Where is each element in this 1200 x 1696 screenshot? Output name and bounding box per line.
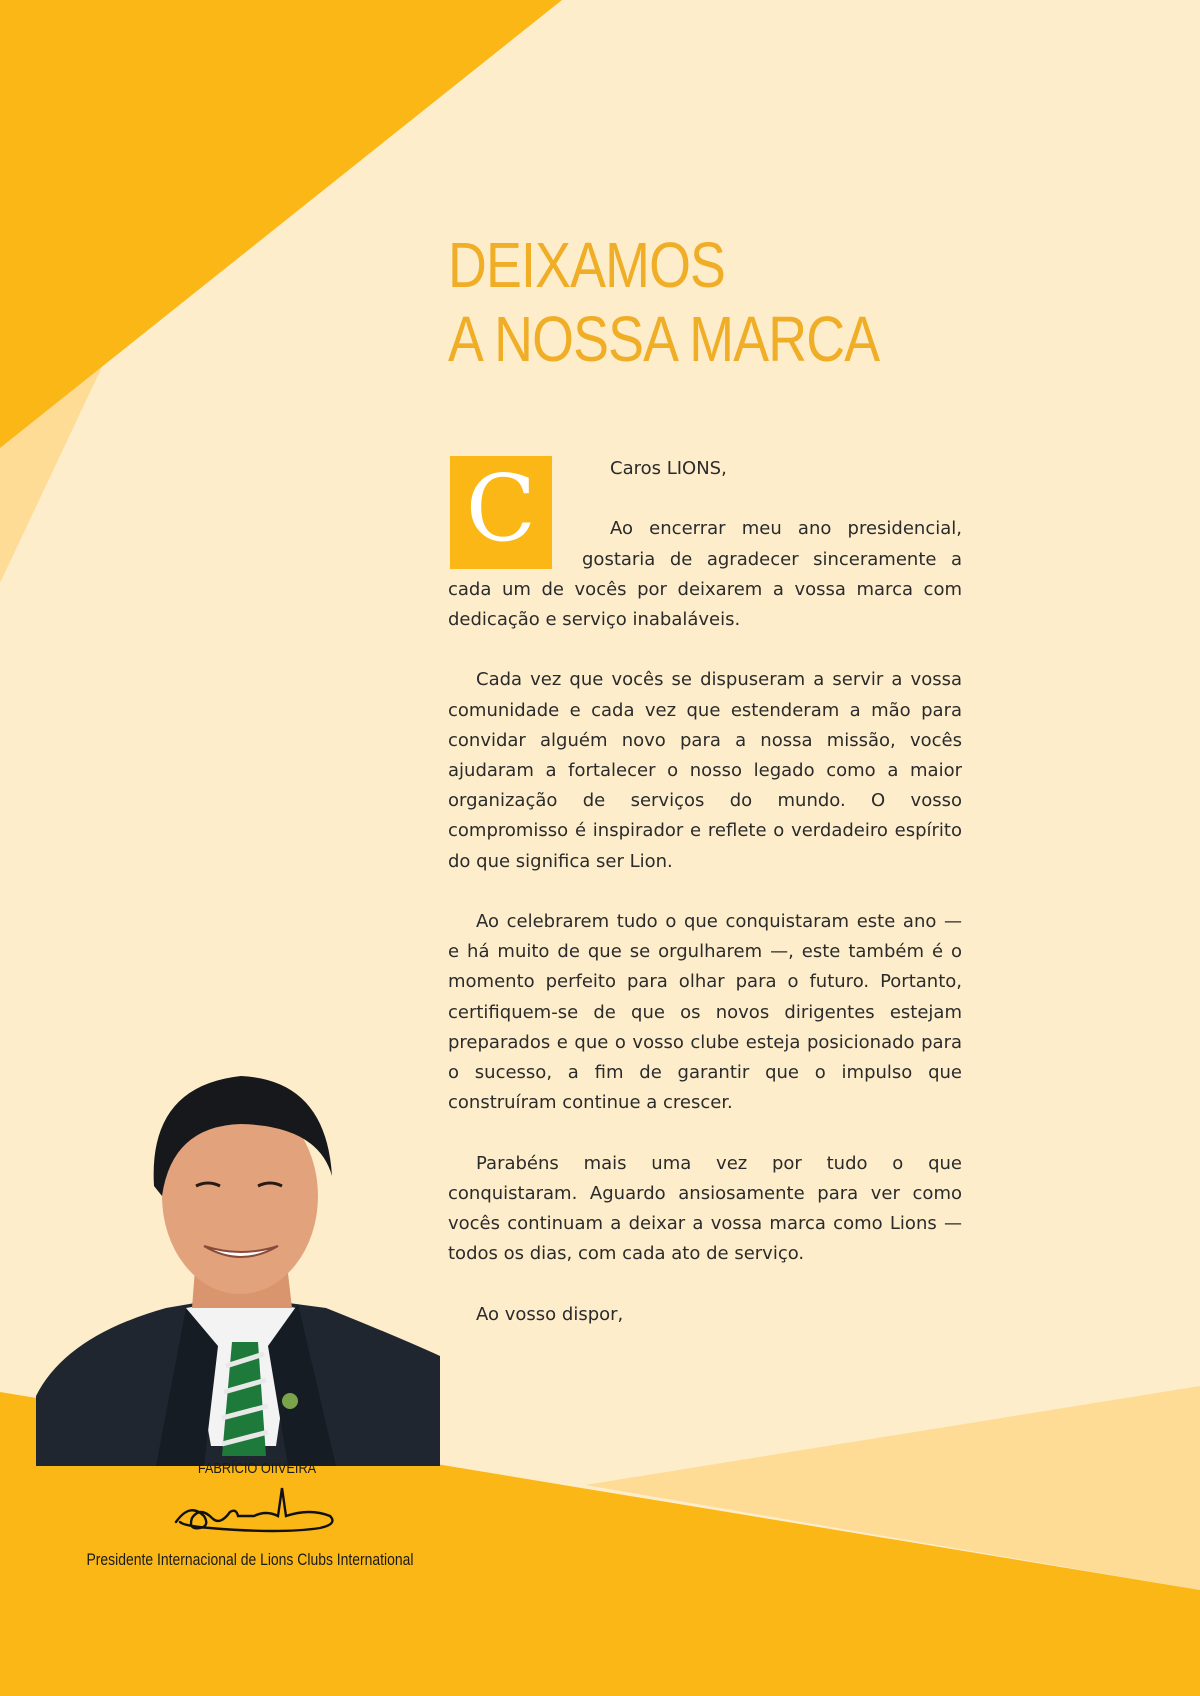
letter-paragraph: Ao celebrarem tudo o que conquistaram este ano — e há muito de que se orgulharem —, este também é o momento perfeito para olhar para o futuro. Portanto, certifiquem-se de que os novos dirigentes estejam preparados e que o vosso clube esteja posicionado para o sucesso, a fim de garantir que o impulso que construíram continue a crescer. [448,911,962,1114]
top-left-yellow-triangle [0,0,562,448]
letter-paragraph: Ao encerrar meu ano presidencial, gostaria de agradecer sinceramente a cada um de vocês por deixarem a vossa marca com dedicação e serviço inabaláveis. [448,518,962,630]
title-line-2: A NOSSA MARCA [448,303,880,375]
letter-body [448,454,962,1330]
title-line-1: DEIXAMOS [448,229,726,301]
dropcap-box [450,456,552,569]
signatory-role: Presidente Internacional de Lions Clubs International [86,1550,414,1569]
dropcap-letter: C [465,455,537,562]
handwritten-signature [170,1482,340,1538]
page-title [448,228,879,376]
letter-paragraph: Cada vez que vocês se dispuseram a servir a vossa comunidade e cada vez que estenderam a mão para convidar alguém novo para a nossa missão, vocês ajudaram a fortalecer o nosso legado como a maior organização de serviços do mundo. O vosso compromisso é inspirador e reflete o verdadeiro espírito do que significa ser Lion. [448,669,962,872]
letter-paragraph: Parabéns mais uma vez por tudo o que conquistaram. Aguardo ansiosamente para ver como vocês continuam a deixar a vossa marca como Lions — todos os dias, com cada ato de serviço. [448,1152,962,1265]
letter-greeting: Caros LIONS, [610,458,727,479]
signatory-name: FABRÍCIO OIIVEIRA [197,1460,317,1477]
letter-closing: Ao vosso dispor, [476,1303,624,1325]
president-portrait [36,1046,476,1466]
